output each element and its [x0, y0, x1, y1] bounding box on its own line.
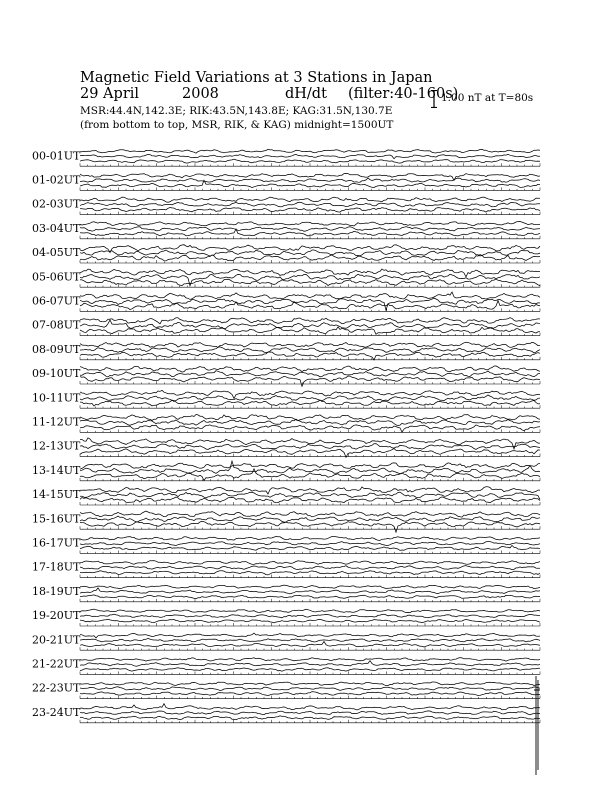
trace-msr: [80, 497, 540, 503]
row-00-01UT: [32, 149, 540, 166]
trace-rik: [80, 687, 540, 691]
minute-ticks: [80, 502, 540, 505]
minute-ticks: [80, 575, 540, 578]
trace-rik: [80, 347, 540, 353]
minute-ticks: [80, 550, 540, 553]
minute-ticks: [80, 163, 540, 166]
minute-ticks: [80, 357, 540, 360]
row-label: 08-09UT: [32, 342, 81, 356]
trace-kag: [80, 658, 540, 662]
minute-ticks: [80, 671, 540, 674]
minute-ticks: [80, 187, 540, 190]
row-17-18UT: [32, 561, 540, 578]
trace-rik: [80, 711, 540, 715]
row-04-05UT: [32, 245, 540, 263]
minute-ticks: [80, 308, 540, 311]
trace-kag: [80, 561, 540, 565]
minute-ticks: [80, 720, 540, 723]
trace-msr: [80, 716, 540, 720]
quantity-label: dH/dt: [285, 86, 327, 102]
trace-rik: [80, 371, 540, 377]
trace-rik: [80, 154, 540, 158]
trace-rik: [80, 661, 540, 667]
row-16-17UT: [32, 537, 540, 554]
row-06-07UT: [32, 292, 540, 311]
row-label: 13-14UT: [32, 463, 81, 477]
row-label: 10-11UT: [32, 391, 81, 405]
trace-msr: [80, 400, 540, 406]
minute-ticks: [80, 405, 540, 408]
trace-msr: [80, 692, 540, 696]
row-label: 19-20UT: [32, 609, 81, 623]
trace-rik: [80, 542, 540, 546]
row-label: 05-06UT: [32, 270, 81, 284]
trace-kag: [80, 609, 540, 613]
minute-ticks: [80, 478, 540, 481]
minute-ticks: [80, 599, 540, 602]
trace-msr: [80, 571, 540, 575]
row-01-02UT: [32, 174, 540, 191]
row-09-10UT: [32, 366, 540, 386]
trace-rik: [80, 298, 540, 310]
row-12-13UT: [32, 438, 540, 458]
trace-kag: [80, 633, 540, 638]
trace-msr: [80, 595, 540, 599]
row-label: 00-01UT: [32, 149, 81, 163]
trace-rik: [80, 178, 540, 182]
trace-kag: [80, 318, 540, 324]
row-label: 23-24UT: [32, 705, 81, 719]
row-23-24UT: [32, 704, 540, 723]
trace-kag: [80, 511, 540, 517]
row-14-15UT: [32, 487, 540, 505]
row-label: 21-22UT: [32, 657, 81, 671]
trace-kag: [80, 390, 540, 398]
trace-kag: [80, 149, 540, 153]
trace-kag: [80, 585, 540, 589]
trace-kag: [80, 292, 540, 299]
trace-kag: [80, 415, 540, 421]
trace-msr: [80, 619, 540, 623]
row-label: 20-21UT: [32, 633, 81, 647]
trace-rik: [80, 444, 540, 450]
row-label: 16-17UT: [32, 536, 81, 550]
trace-rik: [80, 588, 540, 594]
row-20-21UT: [32, 633, 540, 650]
trace-rik: [80, 614, 540, 618]
trace-kag: [80, 704, 540, 710]
row-11-12UT: [32, 415, 540, 433]
trace-kag: [80, 463, 540, 469]
trace-rik: [80, 202, 540, 207]
trace-msr: [80, 229, 540, 236]
scale-label: 1.00 nT at T=80s: [441, 92, 534, 104]
spike-trace: [534, 676, 540, 775]
row-10-11UT: [32, 390, 540, 408]
row-19-20UT: [32, 609, 540, 626]
row-13-14UT: [32, 461, 540, 481]
row-label: 22-23UT: [32, 681, 81, 695]
row-label: 03-04UT: [32, 221, 81, 235]
minute-ticks: [80, 647, 540, 650]
trace-kag: [80, 366, 540, 372]
row-label: 06-07UT: [32, 294, 81, 308]
row-label: 12-13UT: [32, 439, 81, 453]
row-21-22UT: [32, 658, 540, 675]
row-label: 11-12UT: [32, 415, 81, 429]
minute-ticks: [80, 212, 540, 215]
trace-msr: [80, 641, 540, 647]
row-label: 09-10UT: [32, 367, 81, 381]
row-label: 04-05UT: [32, 246, 81, 260]
date-day: 29 April: [80, 86, 140, 102]
trace-rik: [80, 566, 540, 570]
row-label: 18-19UT: [32, 584, 81, 598]
row-label: 17-18UT: [32, 560, 81, 574]
row-label: 02-03UT: [32, 197, 81, 211]
trace-kag: [80, 197, 540, 202]
minute-ticks: [80, 526, 540, 529]
chart-title: Magnetic Field Variations at 3 Stations in Japan: [80, 70, 433, 86]
trace-kag: [80, 342, 540, 347]
row-label: 15-16UT: [32, 512, 81, 526]
trace-kag: [80, 537, 540, 541]
row-02-03UT: [32, 197, 540, 215]
trace-msr: [80, 255, 540, 261]
trace-msr: [80, 668, 540, 672]
row-label: 07-08UT: [32, 318, 81, 332]
trace-msr: [80, 208, 540, 213]
minute-ticks: [80, 381, 540, 384]
row-label: 14-15UT: [32, 488, 81, 502]
trace-msr: [80, 159, 540, 163]
trace-rik: [80, 274, 540, 286]
row-05-06UT: [32, 269, 540, 287]
order-note: (from bottom to top, MSR, RIK, & KAG) midnight=1500UT: [80, 119, 394, 131]
row-03-04UT: [32, 222, 540, 239]
trace-kag: [80, 222, 540, 227]
row-label: 01-02UT: [32, 173, 81, 187]
minute-ticks: [80, 696, 540, 699]
trace-rik: [80, 516, 540, 522]
minute-ticks: [80, 260, 540, 263]
trace-rik: [80, 250, 540, 256]
row-15-16UT: [32, 511, 540, 532]
trace-msr: [80, 545, 540, 550]
filter-label: (filter:40-160s): [348, 86, 459, 102]
trace-rik: [80, 419, 540, 425]
row-22-23UT: [32, 682, 540, 699]
trace-rik: [80, 395, 540, 402]
trace-rik: [80, 227, 540, 232]
date-year: 2008: [182, 86, 219, 102]
minute-ticks: [80, 284, 540, 287]
trace-kag: [80, 682, 540, 686]
trace-rik: [80, 461, 540, 474]
row-08-09UT: [32, 342, 540, 360]
minute-ticks: [80, 454, 540, 457]
minute-ticks: [80, 623, 540, 626]
row-18-19UT: [32, 585, 540, 602]
row-07-08UT: [32, 318, 540, 336]
trace-rik: [80, 638, 540, 642]
minute-ticks: [80, 236, 540, 239]
station-coordinates: MSR:44.4N,142.3E; RIK:43.5N,143.8E; KAG:31.5N,130.7E: [80, 105, 393, 117]
